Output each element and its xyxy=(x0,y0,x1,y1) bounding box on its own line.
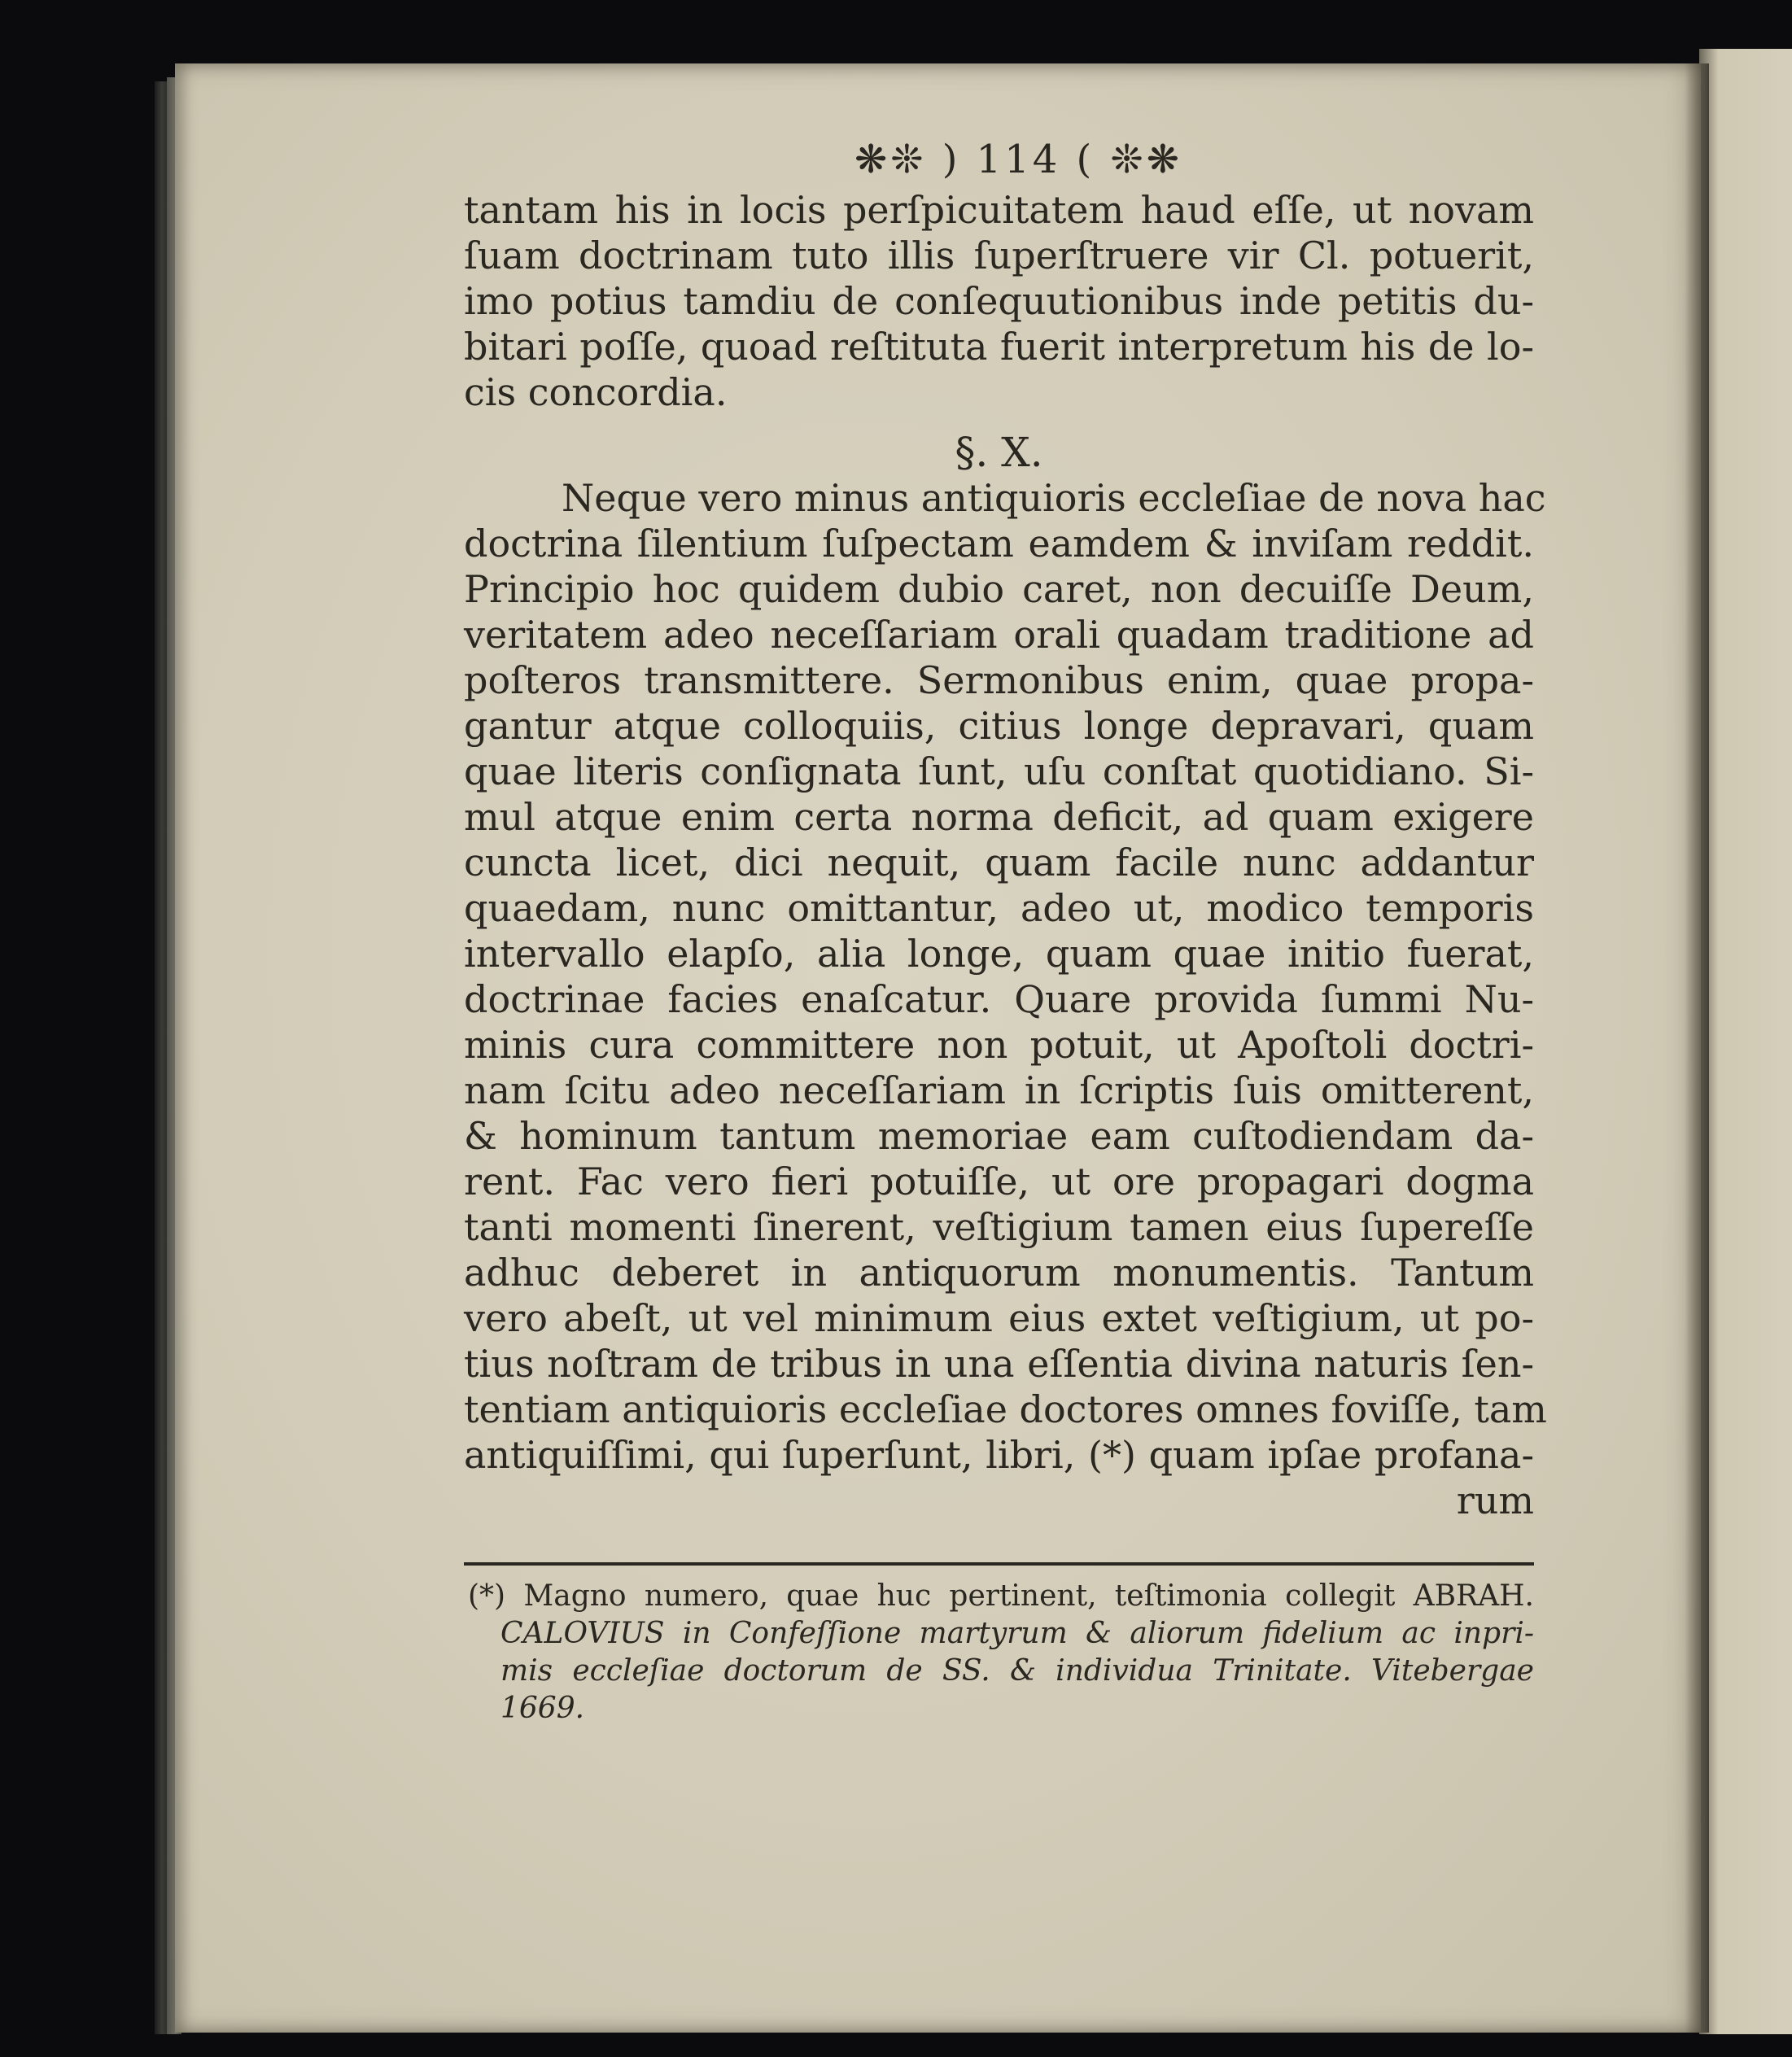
body-line: ſuam doctrinam tuto illis ſuperſtruere vir Cl. potuerit, xyxy=(464,234,1534,277)
body-line: tantam his in locis perſpicuitatem haud eſſe, ut novam xyxy=(464,188,1534,232)
body-line: cis concordia. xyxy=(464,370,728,414)
body-line: quae literis conſignata ſunt, uſu conſtat quotidiano. Si- xyxy=(464,749,1534,793)
body-line: adhuc deberet in antiquorum monumentis. Tantum xyxy=(464,1251,1534,1295)
body-line: & hominum tantum memoriae eam cuſtodiendam da- xyxy=(464,1114,1534,1158)
body-line: tius noſtram de tribus in una eſſentia divina naturis ſen- xyxy=(464,1342,1534,1386)
footnote-line: (*) Magno numero, quae huc pertinent, teſtimonia collegit ABRAH. xyxy=(468,1579,1534,1613)
body-line: Neque vero minus antiquioris eccleſiae de nova hac xyxy=(562,476,1546,520)
body-line: doctrinae facies enaſcatur. Quare provida ſummi Nu- xyxy=(464,977,1534,1021)
body-line: gantur atque colloquiis, citius longe depravari, quam xyxy=(464,704,1534,748)
body-line: antiquiſſimi, qui ſuperſunt, libri, (*) quam ipſae profana- xyxy=(464,1433,1534,1477)
body-line: intervallo elapſo, alia longe, quam quae initio fuerat, xyxy=(464,932,1534,976)
body-line: quaedam, nunc omittantur, adeo ut, modico temporis xyxy=(464,886,1534,930)
body-line: mul atque enim certa norma deficit, ad quam exigere xyxy=(464,795,1534,839)
body-line: imo potius tamdiu de conſequutionibus inde petitis du- xyxy=(464,279,1534,323)
body-line: tentiam antiquioris eccleſiae doctores omnes foviſſe, tam xyxy=(464,1387,1547,1431)
footnote-rule xyxy=(464,1562,1534,1566)
footnote-line: CALOVIUS in Confeſſione martyrum & aliorum fidelium ac inpri- xyxy=(500,1617,1534,1650)
body-line: nam ſcitu adeo neceſſariam in ſcriptis ſuis omitterent, xyxy=(464,1068,1534,1112)
running-header: ❋❊ ) 114 ( ❊❋ xyxy=(854,137,1182,182)
body-line: tanti momenti ſinerent, veſtigium tamen eius ſupereſſe xyxy=(464,1205,1534,1249)
facing-page-edge xyxy=(1699,49,1792,2034)
body-line: minis cura committere non potuit, ut Apoſtoli doctri- xyxy=(464,1023,1534,1067)
body-line: poſteros transmittere. Sermonibus enim, quae propa- xyxy=(464,658,1534,702)
section-heading: §. X. xyxy=(955,429,1043,476)
body-line: veritatem adeo neceſſariam orali quadam traditione ad xyxy=(464,613,1534,657)
body-line: cuncta licet, dici nequit, quam facile nunc addantur xyxy=(464,841,1534,884)
footnote-line: mis eccleſiae doctorum de SS. & individua Trinitate. Vitebergae xyxy=(500,1654,1534,1688)
body-line: doctrina ſilentium ſuſpectam eamdem & inviſam reddit. xyxy=(464,522,1534,566)
body-line: Principio hoc quidem dubio caret, non decuiſſe Deum, xyxy=(464,567,1534,611)
catchword: rum xyxy=(1456,1478,1534,1522)
body-line: bitari poſſe, quoad reſtituta fuerit interpretum his de lo- xyxy=(464,325,1534,369)
footnote-line: 1669. xyxy=(500,1692,585,1725)
body-line: rent. Fac vero fieri potuiſſe, ut ore propagari dogma xyxy=(464,1160,1534,1203)
gutter-shadow xyxy=(1685,63,1709,2033)
body-line: vero abeſt, ut vel minimum eius extet veſtigium, ut po- xyxy=(464,1296,1534,1340)
